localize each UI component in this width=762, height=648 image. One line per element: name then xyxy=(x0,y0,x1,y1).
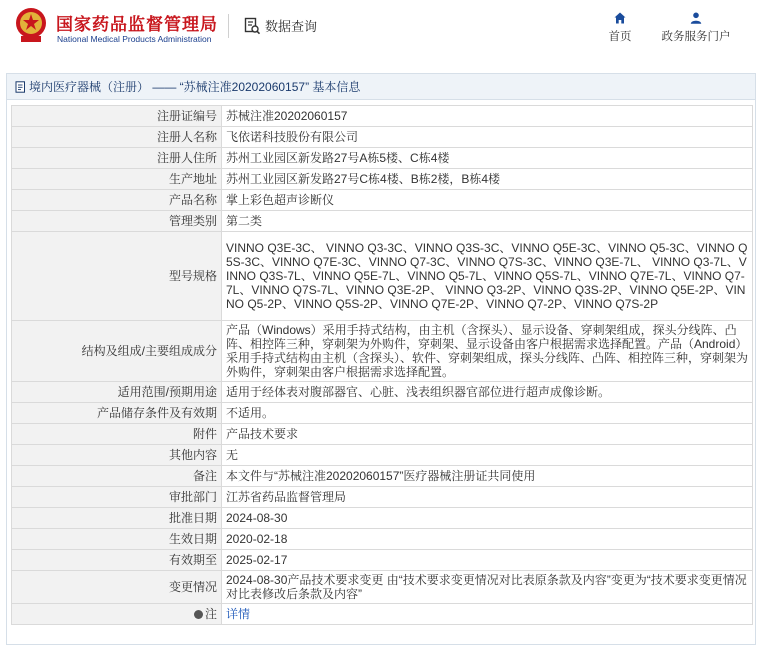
details-link[interactable]: 详情 xyxy=(226,607,251,621)
table-row xyxy=(12,232,753,321)
panel-header xyxy=(7,74,755,100)
table-row xyxy=(12,403,753,424)
table-row xyxy=(12,106,753,127)
field-label: 审批部门 xyxy=(12,487,222,508)
user-icon xyxy=(690,12,702,24)
field-value: 苏械注准20202060157 xyxy=(222,106,753,127)
nav-service-portal[interactable] xyxy=(655,12,737,44)
basic-info-panel xyxy=(6,73,756,645)
table-row xyxy=(12,529,753,550)
home-icon xyxy=(614,12,626,24)
table-row xyxy=(12,550,753,571)
table-row xyxy=(12,169,753,190)
field-value: 第二类 xyxy=(222,211,753,232)
field-value: 2024-08-30 xyxy=(222,508,753,529)
table-row xyxy=(12,508,753,529)
note-label: 注 xyxy=(204,607,217,621)
table-row xyxy=(12,571,753,604)
panel-title: 境内医疗器械（注册） —— “苏械注准20202060157” 基本信息 xyxy=(29,80,361,94)
table-row xyxy=(12,424,753,445)
field-label: 产品储存条件及有效期 xyxy=(12,403,222,424)
table-row xyxy=(12,382,753,403)
field-label: 生效日期 xyxy=(12,529,222,550)
site-logo-title[interactable]: 国家药品监督管理局 xyxy=(56,15,218,34)
note-label-cell xyxy=(12,604,222,625)
field-label: 批准日期 xyxy=(12,508,222,529)
field-value: 江苏省药品监督管理局 xyxy=(222,487,753,508)
table-row xyxy=(12,211,753,232)
field-label: 注册证编号 xyxy=(12,106,222,127)
field-label: 产品名称 xyxy=(12,190,222,211)
registration-info-table xyxy=(11,105,753,625)
field-label: 备注 xyxy=(12,466,222,487)
nav-home-label: 首页 xyxy=(608,31,632,43)
field-label: 其他内容 xyxy=(12,445,222,466)
national-emblem-icon xyxy=(14,6,48,44)
table-row xyxy=(12,127,753,148)
field-value: 产品（Windows）采用手持式结构，由主机（含探头）、显示设备、穿刺架组成，探头分线阵、凸阵、相控阵三种，穿刺架为外购件，穿刺架、显示设备由客户根据需求选择配置。产品（Android）采用手持式结构由主机（含探头）、软件、穿刺架组成，探头分线阵、凸阵、相控阵三种，穿刺架为外购件，穿刺架由客户根据需求选择配置。 xyxy=(222,321,753,382)
field-label: 管理类别 xyxy=(12,211,222,232)
header-divider xyxy=(228,14,229,38)
field-value: 不适用。 xyxy=(222,403,753,424)
field-label: 型号规格 xyxy=(12,232,222,321)
data-query-title xyxy=(244,16,317,35)
table-row xyxy=(12,148,753,169)
nav-home[interactable] xyxy=(605,12,635,44)
field-value: 2020-02-18 xyxy=(222,529,753,550)
data-query-label: 数据查询 xyxy=(265,19,318,34)
field-value: 2024-08-30产品技术要求变更 由“技术要求变更情况对比表原条款及内容”变更为“技术要求变更情况对比表修改后条款及内容” xyxy=(222,571,753,604)
table-row xyxy=(12,466,753,487)
field-value: 无 xyxy=(222,445,753,466)
site-logo-subtitle: National Medical Products Administration xyxy=(57,34,212,44)
field-label: 结构及组成/主要组成成分 xyxy=(12,321,222,382)
note-value-cell xyxy=(222,604,753,625)
document-icon xyxy=(15,81,26,93)
field-label: 适用范围/预期用途 xyxy=(12,382,222,403)
field-value: 本文件与“苏械注准20202060157”医疗器械注册证共同使用 xyxy=(222,466,753,487)
field-value: 飞依诺科技股份有限公司 xyxy=(222,127,753,148)
field-label: 注册人名称 xyxy=(12,127,222,148)
table-row xyxy=(12,487,753,508)
field-label: 生产地址 xyxy=(12,169,222,190)
table-row xyxy=(12,445,753,466)
site-header xyxy=(0,0,762,56)
field-label: 变更情况 xyxy=(12,571,222,604)
field-value: 2025-02-17 xyxy=(222,550,753,571)
nav-service-portal-label: 政务服务门户 xyxy=(661,31,731,43)
field-value: 苏州工业园区新发路27号C栋4楼、B栋2楼，B栋4楼 xyxy=(222,169,753,190)
field-value: 产品技术要求 xyxy=(222,424,753,445)
field-label: 有效期至 xyxy=(12,550,222,571)
document-search-icon xyxy=(244,17,261,35)
table-row xyxy=(12,321,753,382)
field-value: VINNO Q3E-3C、 VINNO Q3-3C、VINNO Q3S-3C、VINNO Q5E-3C、VINNO Q5-3C、VINNO Q5S-3C、VINNO Q7E-3C、VINNO Q7-3C、VINNO Q7S-3C、VINNO Q3E-7L、 VINNO Q3-7L、VINNO Q3S-7L、VINNO Q5E-7L、VINNO Q5-7L、VINNO Q5S-7L、VINNO Q7E-7L、VINNO Q7-7L、VINNO Q7S-7L、VINNO Q3E-2P、 VINNO Q3-2P、VINNO Q3S-2P、VINNO Q5E-2P、VINNO Q5-2P、VINNO Q5S-2P、VINNO Q7E-2P、VINNO Q7-2P、VINNO Q7S-2P xyxy=(222,232,753,321)
table-row xyxy=(12,604,753,625)
field-value: 掌上彩色超声诊断仪 xyxy=(222,190,753,211)
field-value: 苏州工业园区新发路27号A栋5楼、C栋4楼 xyxy=(222,148,753,169)
field-value: 适用于经体表对腹部器官、心脏、浅表组织器官部位进行超声成像诊断。 xyxy=(222,382,753,403)
field-label: 注册人住所 xyxy=(12,148,222,169)
bulb-icon xyxy=(194,610,203,619)
table-row xyxy=(12,190,753,211)
field-label: 附件 xyxy=(12,424,222,445)
